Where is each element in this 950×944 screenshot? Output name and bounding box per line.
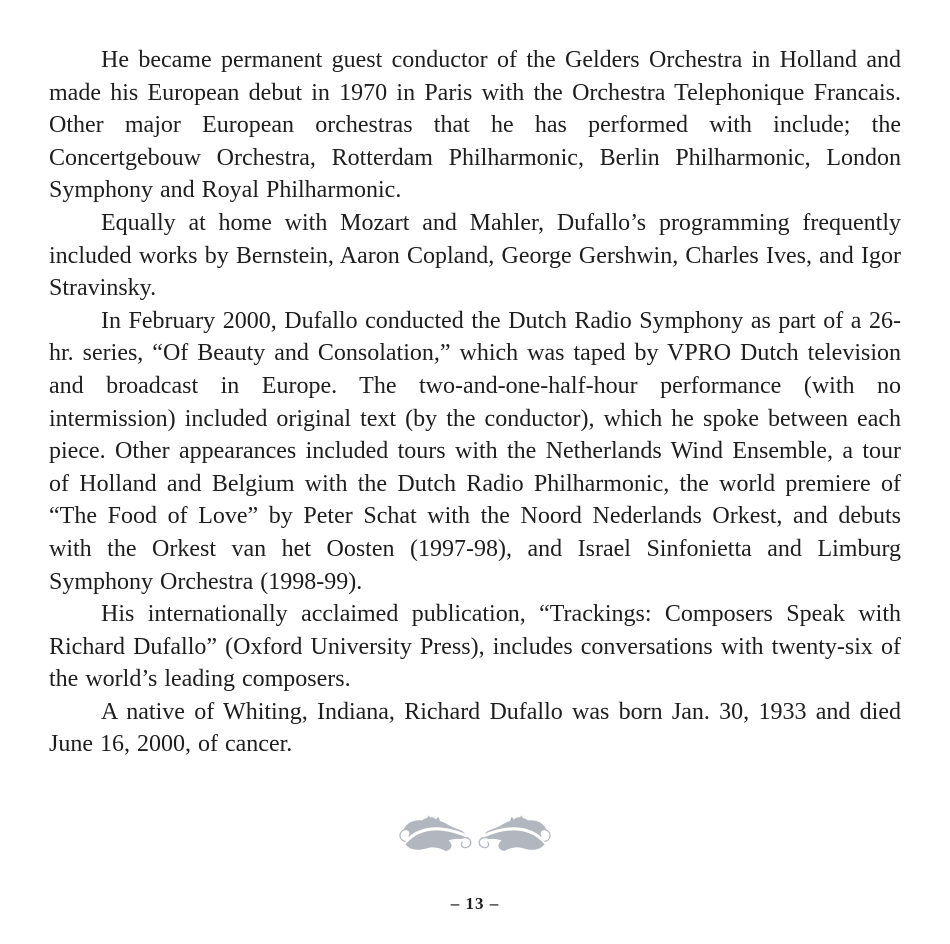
paragraph-3: In February 2000, Dufallo conducted the Dutch Radio Symphony as part of a 26-hr. series, “Of Beauty and Consolation,” which was taped by VPRO Dutch television and broadcast in Europe. The two-and-one-half-hour performance (with no intermission) included original text (by the conductor), which he spoke between each piece. Other appearances included tours with the Netherlands Wind Ensemble, a tour of Holland and Belgium with the Dutch Radio Philharmonic, the world premiere of “The Food of Love” by Peter Schat with the Noord Nederlands Orkest, and debuts with the Orkest van het Oosten (1997-98), and Israel Sinfonietta and Limburg Symphony Orchestra (1998-99). (49, 307, 901, 595)
paragraph-1: He became permanent guest conductor of the Gelders Orchestra in Holland and made his European debut in 1970 in Paris with the Orchestra Telephonique Francais. Other major European orchestras that he has performed with include; the Concertgebouw Orchestra, Rotterdam Philharmonic, Berlin Philharmonic, London Symphony and Royal Philharmonic. (49, 47, 901, 204)
page-number: – 13 – (450, 894, 500, 913)
floral-flourish-icon (397, 814, 553, 856)
flourish-right-half (479, 815, 550, 851)
paragraph-5: A native of Whiting, Indiana, Richard Dufallo was born Jan. 30, 1933 and died June 16, 2000, of cancer. (49, 698, 901, 758)
paragraph-4: His internationally acclaimed publication, “Trackings: Composers Speak with Richard Dufallo” (Oxford University Press), includes conversations with twenty-six of the world’s leading composers. (49, 601, 901, 693)
page-footer (0, 894, 950, 914)
paragraph-2: Equally at home with Mozart and Mahler, Dufallo’s programming frequently included works by Bernstein, Aaron Copland, George Gershwin, Charles Ives, and Igor Stravinsky. (49, 209, 901, 302)
flourish-left-half (400, 815, 471, 851)
floral-flourish-ornament (397, 814, 553, 856)
